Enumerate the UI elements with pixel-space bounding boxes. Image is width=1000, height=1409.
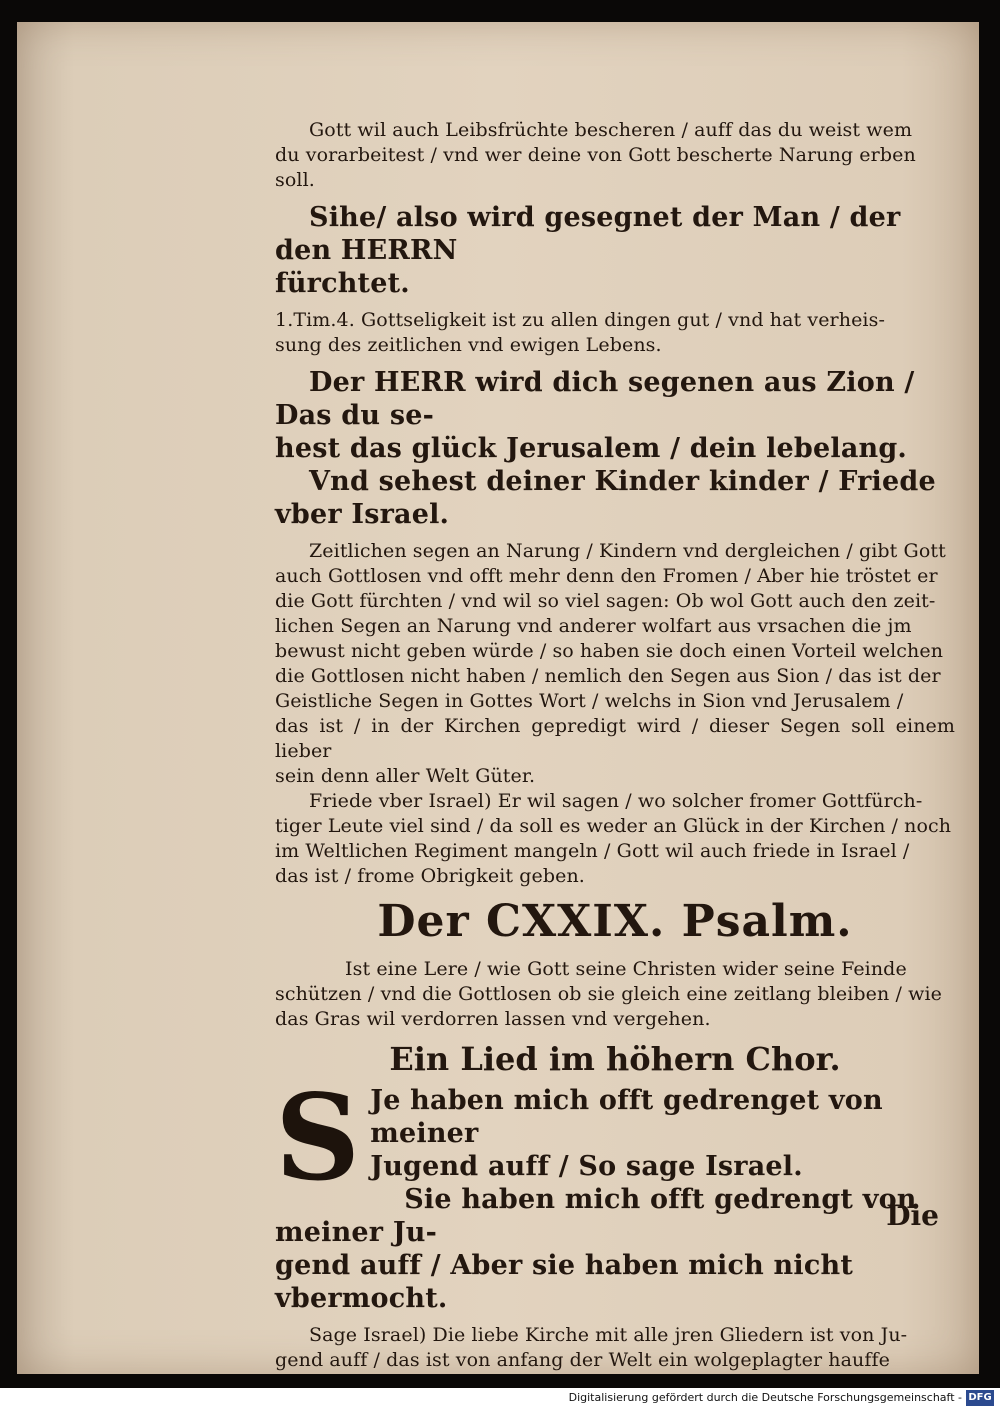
drop-cap: S — [275, 1068, 361, 1207]
commentary-line: tiger Leute viel sind / da soll es weder an Glück in der Kirchen / noch — [275, 815, 952, 837]
verse-line: Der HERR wird dich segenen aus Zion / Das du se- — [275, 367, 915, 431]
text-line: 1.Tim.4. Gottseligkeit ist zu allen dingen gut / vnd hat verheis- — [275, 309, 885, 331]
commentary-line: gend auff / das ist von anfang der Welt ein wolgeplagter hauffe — [275, 1349, 890, 1371]
verse-line: fürchtet. — [275, 268, 410, 299]
commentary-line: die Gottlosen nicht haben / nemlich den Segen aus Sion / das ist der — [275, 665, 941, 687]
intro-line: Ist eine Lere / wie Gott seine Christen wider seine Feinde — [345, 958, 907, 980]
commentary-line: Geistliche Segen in Gottes Wort / welchs in Sion vnd Jerusalem / — [275, 690, 904, 712]
verse-line: Sie haben mich offt gedrengt von meiner Ju- — [275, 1184, 917, 1248]
book-page — [17, 22, 979, 1374]
psalm-heading: Der CXXIX. Psalm. — [377, 896, 853, 947]
catchword: Die — [886, 1199, 939, 1232]
commentary-line: lichen Segen an Narung vnd anderer wolfart aus vrsachen die jm — [275, 615, 912, 637]
psalm-subheading: Ein Lied im höhern Chor. — [389, 1040, 841, 1078]
verse-line: gend auff / Aber sie haben mich nicht vbermocht. — [275, 1250, 853, 1314]
text-line: sung des zeitlichen vnd ewigen Lebens. — [275, 334, 662, 356]
commentary-line: Friede vber Israel) Er wil sagen / wo solcher fromer Gottfürch- — [309, 790, 923, 812]
commentary-line: Zeitlichen segen an Narung / Kindern vnd dergleichen / gibt Gott — [309, 540, 946, 562]
footer-credit: Digitalisierung gefördert durch die Deutsche Forschungsgemeinschaft - — [568, 1391, 962, 1404]
commentary-line: auch Gottlosen vnd offt mehr denn den Fromen / Aber hie tröstet er — [275, 565, 938, 587]
commentary-line: im Weltlichen Regiment mangeln / Gott wil auch friede in Israel / — [275, 840, 910, 862]
intro-line: das Gras wil verdorren lassen vnd vergehen. — [275, 1008, 711, 1030]
commentary-line: das ist / in der Kirchen gepredigt wird / dieser Segen soll einem lieber — [275, 715, 955, 762]
text-line: du vorarbeitest / vnd wer deine von Gott bescherte Narung erben — [275, 144, 916, 166]
commentary-line — [275, 1373, 955, 1374]
commentary-line: die Gott fürchten / vnd wil so viel sagen: Ob wol Gott auch den zeit- — [275, 590, 936, 612]
verse-line: hest das glück Jerusalem / dein lebelang. — [275, 433, 908, 464]
verse-line: Sihe/ also wird gesegnet der Man / der den HERRN — [275, 202, 901, 266]
intro-line: schützen / vnd die Gottlosen ob sie gleich eine zeitlang bleiben / wie — [275, 983, 942, 1005]
commentary-line: sein denn aller Welt Güter. — [275, 765, 536, 787]
commentary-line: Sage Israel) Die liebe Kirche mit alle jren Gliedern ist von Ju- — [309, 1324, 908, 1346]
verse-line: Vnd sehest deiner Kinder kinder / Friede vber Israel. — [275, 466, 936, 530]
commentary-line: das ist / frome Obrigkeit geben. — [275, 865, 585, 887]
dfg-logo: DFG — [966, 1390, 994, 1406]
text-line: Gott wil auch Leibsfrüchte bescheren / auff das du weist wem — [309, 119, 913, 141]
verse-line: Jugend auff / So sage Israel. — [370, 1151, 803, 1182]
page-text — [275, 118, 955, 1374]
text-line: soll. — [275, 169, 315, 191]
verse-line: Je haben mich offt gedrenget von meiner — [370, 1085, 883, 1149]
footer-bar — [0, 1388, 1000, 1409]
commentary-line: bewust nicht geben würde / so haben sie doch einen Vorteil welchen — [275, 640, 944, 662]
psalm-verses — [275, 1068, 955, 1315]
